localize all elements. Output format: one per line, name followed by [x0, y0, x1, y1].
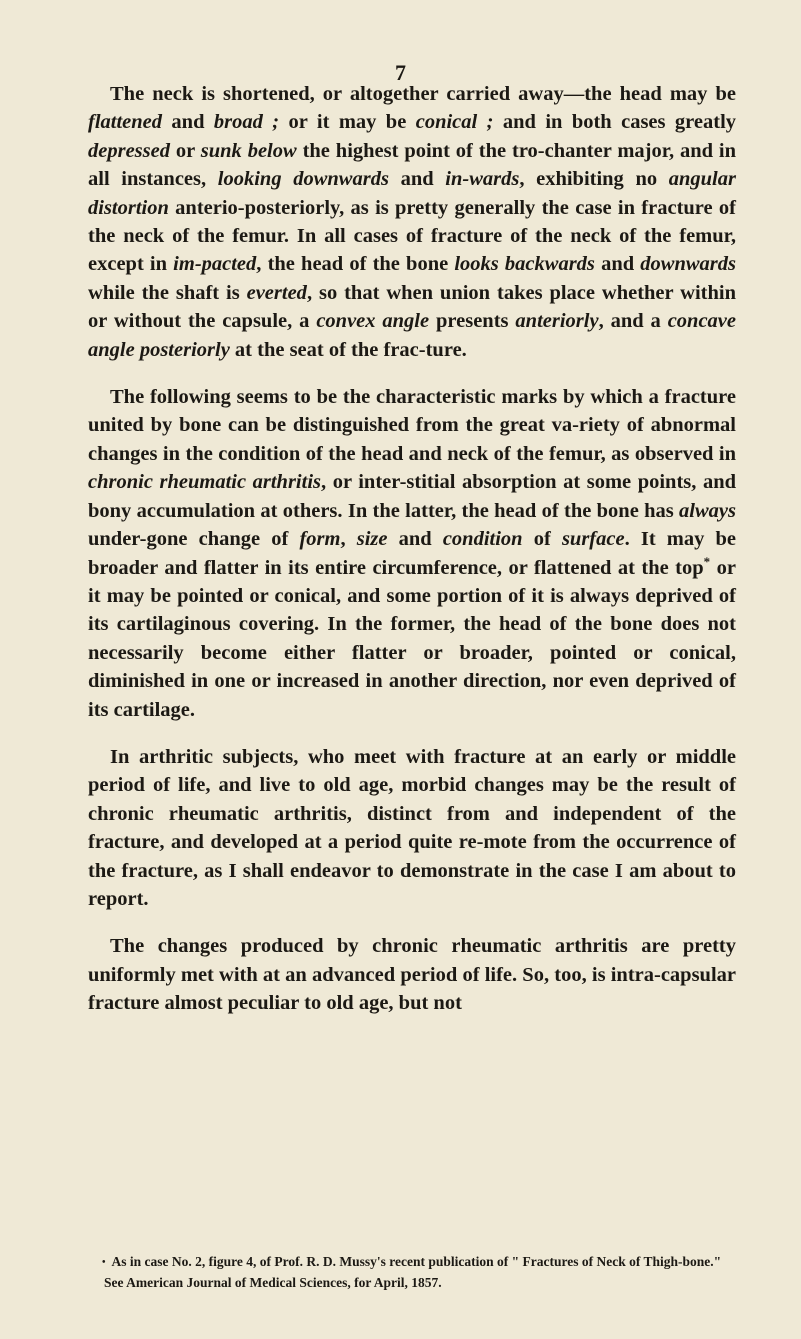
- italic-text: always: [679, 499, 736, 522]
- italic-text: size: [356, 528, 388, 551]
- paragraph-3: In arthritic subjects, who meet with fracture at an early or middle period of life, and live to old age, morbid changes may be the result of chronic rheumatic arthritis, distinct from and independent of the fracture, and developed at a period quite re-mote from the occurrence of the fracture, as I shall endeavor to demonstrate in the case I am about to report.: [88, 745, 736, 910]
- italic-text: broad ;: [213, 111, 280, 134]
- footnote-line-2: See American Journal of Medical Sciences, for April, 1857.: [104, 1274, 442, 1290]
- body-text: [88, 80, 736, 1037]
- footnote-reference: *: [703, 553, 711, 569]
- footnote-line-1: [88, 1252, 736, 1273]
- footnote-text-1: As in case No. 2, figure 4, of Prof. R. D. Mussy's recent publication of " Fractures of Neck of Thigh-bone.": [111, 1254, 722, 1269]
- page-number: 7: [395, 60, 406, 85]
- italic-text: conical ;: [415, 111, 494, 134]
- paragraph-2: The following seems to be the characteristic marks by which a fracture united by bone can be distinguished from the great va-riety of abnormal changes in the condition of the head and neck of the femur, as observed in chronic rheumatic arthritis, or inter-stitial absorption at some points, and bony accumulation at others. In the latter, the head of the bone has always under-gone change of form, size and condition of surface. It may be broader and flatter in its entire circumference, or flattened at the top* or it may be pointed or conical, and some portion of it is always deprived of its cartilaginous covering. In the former, the head of the bone does not necessarily become either flatter or broader, pointed or conical, diminished in one or increased in another direction, nor even deprived of its cartilage.: [88, 386, 737, 721]
- italic-text: looking downwards: [217, 168, 389, 191]
- italic-text: form: [299, 528, 341, 551]
- italic-text: angular distortion: [88, 168, 736, 219]
- italic-text: anteriorly: [515, 310, 599, 333]
- italic-text: concave angle posteriorly: [88, 310, 736, 361]
- italic-text: in-wards: [445, 168, 520, 191]
- italic-text: convex angle: [316, 310, 430, 333]
- italic-text: chronic rheumatic arthritis: [88, 471, 321, 494]
- italic-text: sunk below: [200, 139, 297, 162]
- italic-text: looks backwards: [454, 253, 595, 276]
- italic-text: surface: [561, 528, 625, 551]
- paragraph-4: The changes produced by chronic rheumatic arthritis are pretty uniformly met with at an advanced period of life. So, too, is intra-capsular fracture almost peculiar to old age, but not: [88, 935, 736, 1015]
- italic-text: everted: [246, 281, 307, 304]
- italic-text: downwards: [640, 253, 736, 276]
- italic-text: condition: [442, 528, 523, 551]
- footnote-marker: •: [102, 1256, 106, 1268]
- italic-text: im-pacted: [173, 253, 257, 276]
- italic-text: depressed: [88, 139, 170, 162]
- footnote: [88, 1252, 736, 1293]
- italic-text: flattened: [88, 111, 163, 134]
- paragraph-1: The neck is shortened, or altogether carried away—the head may be flattened and broad ; or it may be conical ; and in both cases greatly depressed or sunk below the highest point of the tro-chanter major, and in all instances, looking downwards and in-wards, exhibiting no angular distortion anterio-posteriorly, as is pretty generally the case in fracture of the neck of the femur. In all cases of fracture of the neck of the femur, except in im-pacted, the head of the bone looks backwards and downwards while the shaft is everted, so that when union takes place whether within or without the capsule, a convex angle presents anteriorly, and a concave angle posteriorly at the seat of the frac-ture.: [88, 83, 737, 361]
